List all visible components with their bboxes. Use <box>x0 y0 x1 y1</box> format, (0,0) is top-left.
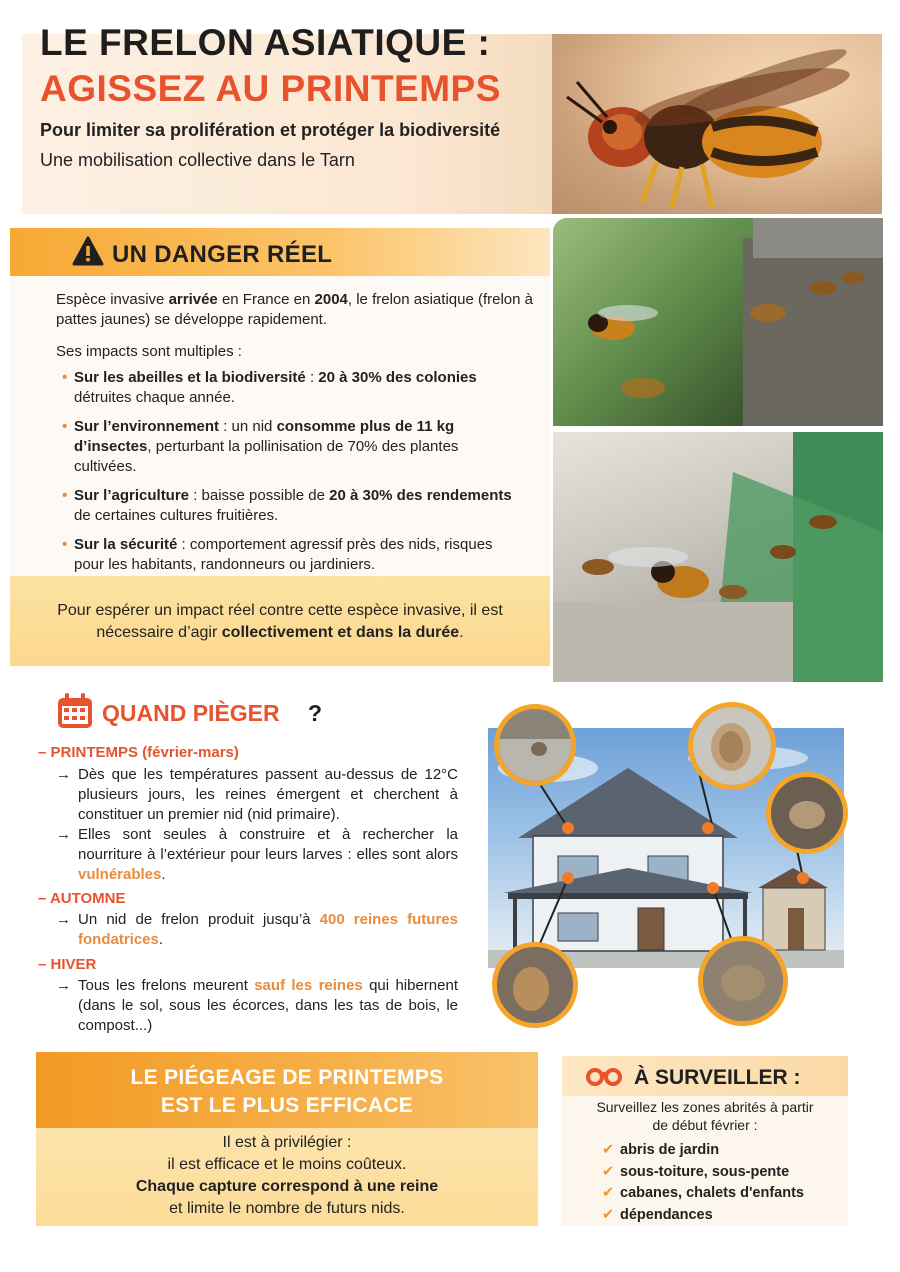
arrow-icon: → <box>56 766 71 783</box>
quand-question-mark: ? <box>308 700 323 726</box>
main-title-line1: LE FRELON ASIATIQUE : <box>40 22 491 63</box>
intro-text: Espèce invasive <box>56 291 169 308</box>
impact-text: : <box>305 369 319 386</box>
piegeage-title-line1: LE PIÉGEAGE DE PRINTEMPS <box>130 1066 444 1089</box>
impact-item <box>62 486 522 526</box>
season-spring-label: – PRINTEMPS (février-mars) <box>38 744 239 761</box>
spring-item <box>56 765 458 825</box>
callout-text <box>30 600 530 644</box>
nest-zoom-wall <box>698 936 788 1026</box>
spring-item <box>56 825 458 885</box>
impact-bold: Sur l’environnement <box>74 418 220 435</box>
autumn-text: Un nid de frelon produit jusqu’à <box>78 911 320 928</box>
intro-bold-year: 2004 <box>314 291 348 308</box>
impact-bold: 20 à 30% des rendements <box>329 487 512 504</box>
arrow-icon: → <box>56 826 71 843</box>
impact-item <box>62 368 522 408</box>
winter-text: Tous les frelons meurent <box>78 977 255 994</box>
winter-item-text <box>56 976 458 1036</box>
photo-illustration-2 <box>553 432 883 682</box>
callout-end: . <box>459 624 464 641</box>
surveiller-item <box>602 1205 804 1227</box>
autumn-end: . <box>158 931 164 948</box>
impact-bold: consomme plus de 11 kg d’insectes <box>74 418 455 455</box>
surveiller-list <box>602 1140 804 1226</box>
main-title-line2: AGISSEZ AU PRINTEMPS <box>40 68 501 109</box>
surveiller-item-label: cabanes, chalets d'enfants <box>620 1185 804 1201</box>
piegeage-line: il est efficace et le moins coûteux. <box>167 1156 407 1173</box>
impact-text: de certaines cultures fruitières. <box>74 507 279 524</box>
impact-bold: Sur l’agriculture <box>74 487 190 504</box>
binoculars-icon <box>586 1066 622 1086</box>
subtitle: Pour limiter sa prolifération et protéger la biodiversité <box>40 120 501 140</box>
check-icon: ✔ <box>602 1163 615 1180</box>
check-icon: ✔ <box>602 1206 615 1223</box>
spring-highlight: vulnérables <box>78 866 162 883</box>
impact-text: : baisse possible de <box>189 487 330 504</box>
hornets-beehive-photo-1 <box>553 218 883 426</box>
intro-text-mid: en France en <box>217 291 315 308</box>
impact-bold: Sur la sécurité <box>74 536 178 553</box>
impact-list <box>62 368 522 584</box>
impact-item <box>62 417 522 477</box>
arrow-icon: → <box>56 977 71 994</box>
surveiller-item <box>602 1140 804 1162</box>
hornet-illustration <box>562 42 862 212</box>
impact-bold: Sur les abeilles et la biodiversité <box>74 369 306 386</box>
spring-item-text <box>56 825 458 885</box>
surveiller-item-label: dépendances <box>620 1206 713 1223</box>
nest-zoom-shed <box>766 772 848 854</box>
nest-zoom-roof <box>688 702 776 790</box>
hornet-photo <box>552 34 882 214</box>
piegeage-line: et limite le nombre de futurs nids. <box>169 1200 405 1217</box>
intro-text-end: , le frelon asiatique (frelon à pattes jaunes) se développe rapidement. <box>56 291 533 328</box>
nest-zoom-eaves <box>494 704 576 786</box>
surveiller-title: À SURVEILLER : <box>634 1066 801 1089</box>
season-winter-label: – HIVER <box>38 956 97 973</box>
impacts-label: Ses impacts sont multiples : <box>56 343 242 360</box>
surveiller-item <box>602 1162 804 1184</box>
callout-text-part: Pour espérer un impact réel contre cette espèce invasive, il est nécessaire d’agir <box>57 602 503 641</box>
spring-item-end: . <box>161 866 166 883</box>
spring-item-text: Dès que les températures passent au-dessus de 12°C plusieurs jours, les reines émergent et cherchent à constituer un premier nid (nid primaire). <box>78 766 458 823</box>
impact-text: : comportement agressif près des nids, risques pour les habitants, randonneurs ou jardiniers. <box>74 536 493 573</box>
piegeage-line: Il est à privilégier : <box>222 1134 352 1151</box>
surveiller-item <box>602 1183 804 1205</box>
check-icon: ✔ <box>602 1142 615 1158</box>
autumn-item-text <box>56 910 458 950</box>
piegeage-line-bold: Chaque capture correspond à une reine <box>135 1178 439 1195</box>
impact-item <box>62 535 522 575</box>
callout-bold: collectivement et dans la durée <box>221 624 460 641</box>
subtitle-secondary: Une mobilisation collective dans le Tarn <box>40 150 355 170</box>
winter-highlight: sauf les reines <box>254 977 363 994</box>
surveiller-intro: Surveillez les zones abrités à partir de début février : <box>596 1099 814 1133</box>
season-autumn-label: – AUTOMNE <box>38 890 126 907</box>
danger-intro <box>56 290 536 330</box>
photo-illustration-1 <box>553 218 883 426</box>
hornets-beehive-photo-2 <box>553 432 883 682</box>
winter-item <box>56 976 458 1036</box>
impact-text: , perturbant la pollinisation de 70% des plantes cultivées. <box>74 438 459 475</box>
nest-zoom-porch <box>492 942 578 1028</box>
danger-title: UN DANGER RÉEL <box>112 241 333 268</box>
autumn-highlight: 400 reines futures fondatrices <box>78 911 458 948</box>
calendar-icon <box>56 692 94 730</box>
surveiller-item-label: sous-toiture, sous-pente <box>620 1163 790 1180</box>
surveiller-item-label: abris de jardin <box>620 1142 720 1158</box>
winter-end: qui hibernent (dans le sol, sous les écorces, dans les tas de bois, le compost...) <box>78 977 458 1034</box>
warning-icon <box>72 236 104 266</box>
impact-bold: 20 à 30% des colonies <box>318 369 477 386</box>
spring-item-text-part: Elles sont seules à construire et à rechercher la nourriture à l’extérieur pour leurs larves : elles sont alors <box>78 826 458 863</box>
quand-pieger-title: QUAND PIÈGER <box>102 700 280 726</box>
arrow-icon: → <box>56 911 71 928</box>
intro-bold-arrivee: arrivée <box>168 291 218 308</box>
impact-text: détruites chaque année. <box>74 389 235 406</box>
check-icon: ✔ <box>602 1185 615 1201</box>
piegeage-title-line2: EST LE PLUS EFFICACE <box>160 1094 414 1117</box>
impact-text: : un nid <box>219 418 277 435</box>
piegeage-text <box>36 1132 538 1220</box>
autumn-item <box>56 910 458 950</box>
